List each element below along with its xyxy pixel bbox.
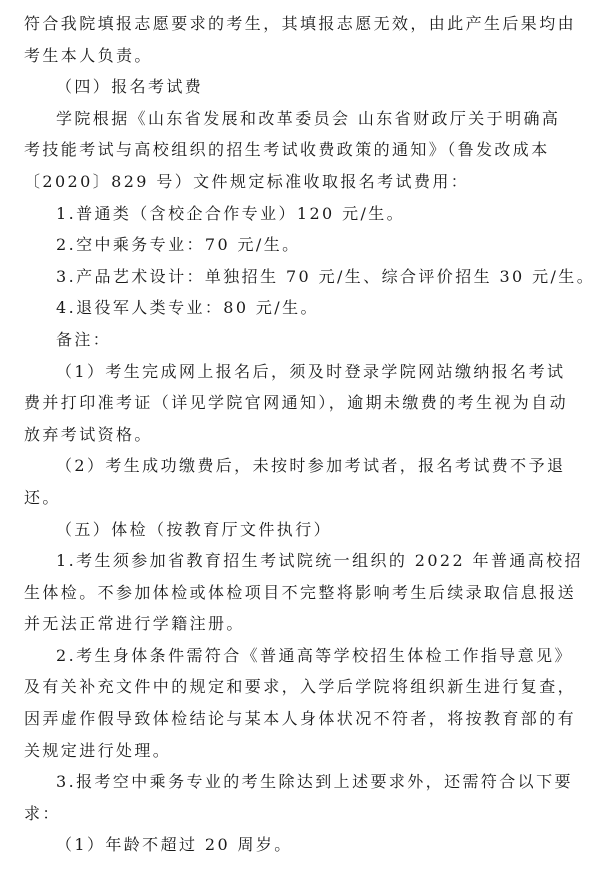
text-line: 生体检。不参加体检或体检项目不完整将影响考生后续录取信息报送 bbox=[24, 582, 577, 602]
text-line: 学院根据《山东省发展和改革委员会 山东省财政厅关于明确高 bbox=[56, 108, 561, 128]
text-line: 1.普通类（含校企合作专业）120 元/生。 bbox=[56, 203, 406, 223]
text-line: 还。 bbox=[24, 487, 61, 507]
text-line: 及有关补充文件中的规定和要求，入学后学院将组织新生进行复查， bbox=[24, 677, 577, 697]
text-line: 放弃考试资格。 bbox=[24, 424, 153, 444]
text-line: 备注： bbox=[56, 329, 112, 349]
text-line: 4.退役军人类专业：80 元/生。 bbox=[56, 298, 319, 318]
text-line: 关规定进行处理。 bbox=[24, 740, 172, 760]
text-line: （五）体检（按教育厅文件执行） bbox=[56, 519, 333, 539]
text-line: 2.空中乘务专业：70 元/生。 bbox=[56, 235, 301, 255]
text-line: 考生本人负责。 bbox=[24, 45, 153, 65]
text-line: （1）考生完成网上报名后，须及时登录学院网站缴纳报名考试 bbox=[56, 361, 566, 381]
text-line: 费并打印准考证（详见学院官网通知），逾期未缴费的考生视为自动 bbox=[24, 393, 569, 413]
text-line: （1）年龄不超过 20 周岁。 bbox=[56, 835, 293, 855]
text-line: 3.报考空中乘务专业的考生除达到上述要求外，还需符合以下要 bbox=[56, 772, 573, 792]
text-line: 3.产品艺术设计：单独招生 70 元/生、综合评价招生 30 元/生。 bbox=[56, 266, 596, 286]
text-line: （四）报名考试费 bbox=[56, 77, 204, 97]
text-line: 〔2020〕829 号）文件规定标准收取报名考试费用： bbox=[24, 171, 470, 191]
text-line: 考技能考试与高校组织的招生考试收费政策的通知》（鲁发改成本 bbox=[24, 140, 550, 160]
document-body bbox=[24, 8, 596, 861]
text-line: （2）考生成功缴费后，未按时参加考试者，报名考试费不予退 bbox=[56, 456, 566, 476]
text-line: 并无法正常进行学籍注册。 bbox=[24, 614, 245, 634]
text-line: 求： bbox=[24, 803, 61, 823]
text-line: 1.考生须参加省教育招生考试院统一组织的 2022 年普通高校招 bbox=[56, 551, 583, 571]
text-line: 符合我院填报志愿要求的考生，其填报志愿无效，由此产生后果均由 bbox=[24, 14, 577, 33]
text-line: 2.考生身体条件需符合《普通高等学校招生体检工作指导意见》 bbox=[56, 645, 573, 665]
text-line: 因弄虚作假导致体检结论与某本人身体状况不符者，将按教育部的有 bbox=[24, 709, 577, 729]
